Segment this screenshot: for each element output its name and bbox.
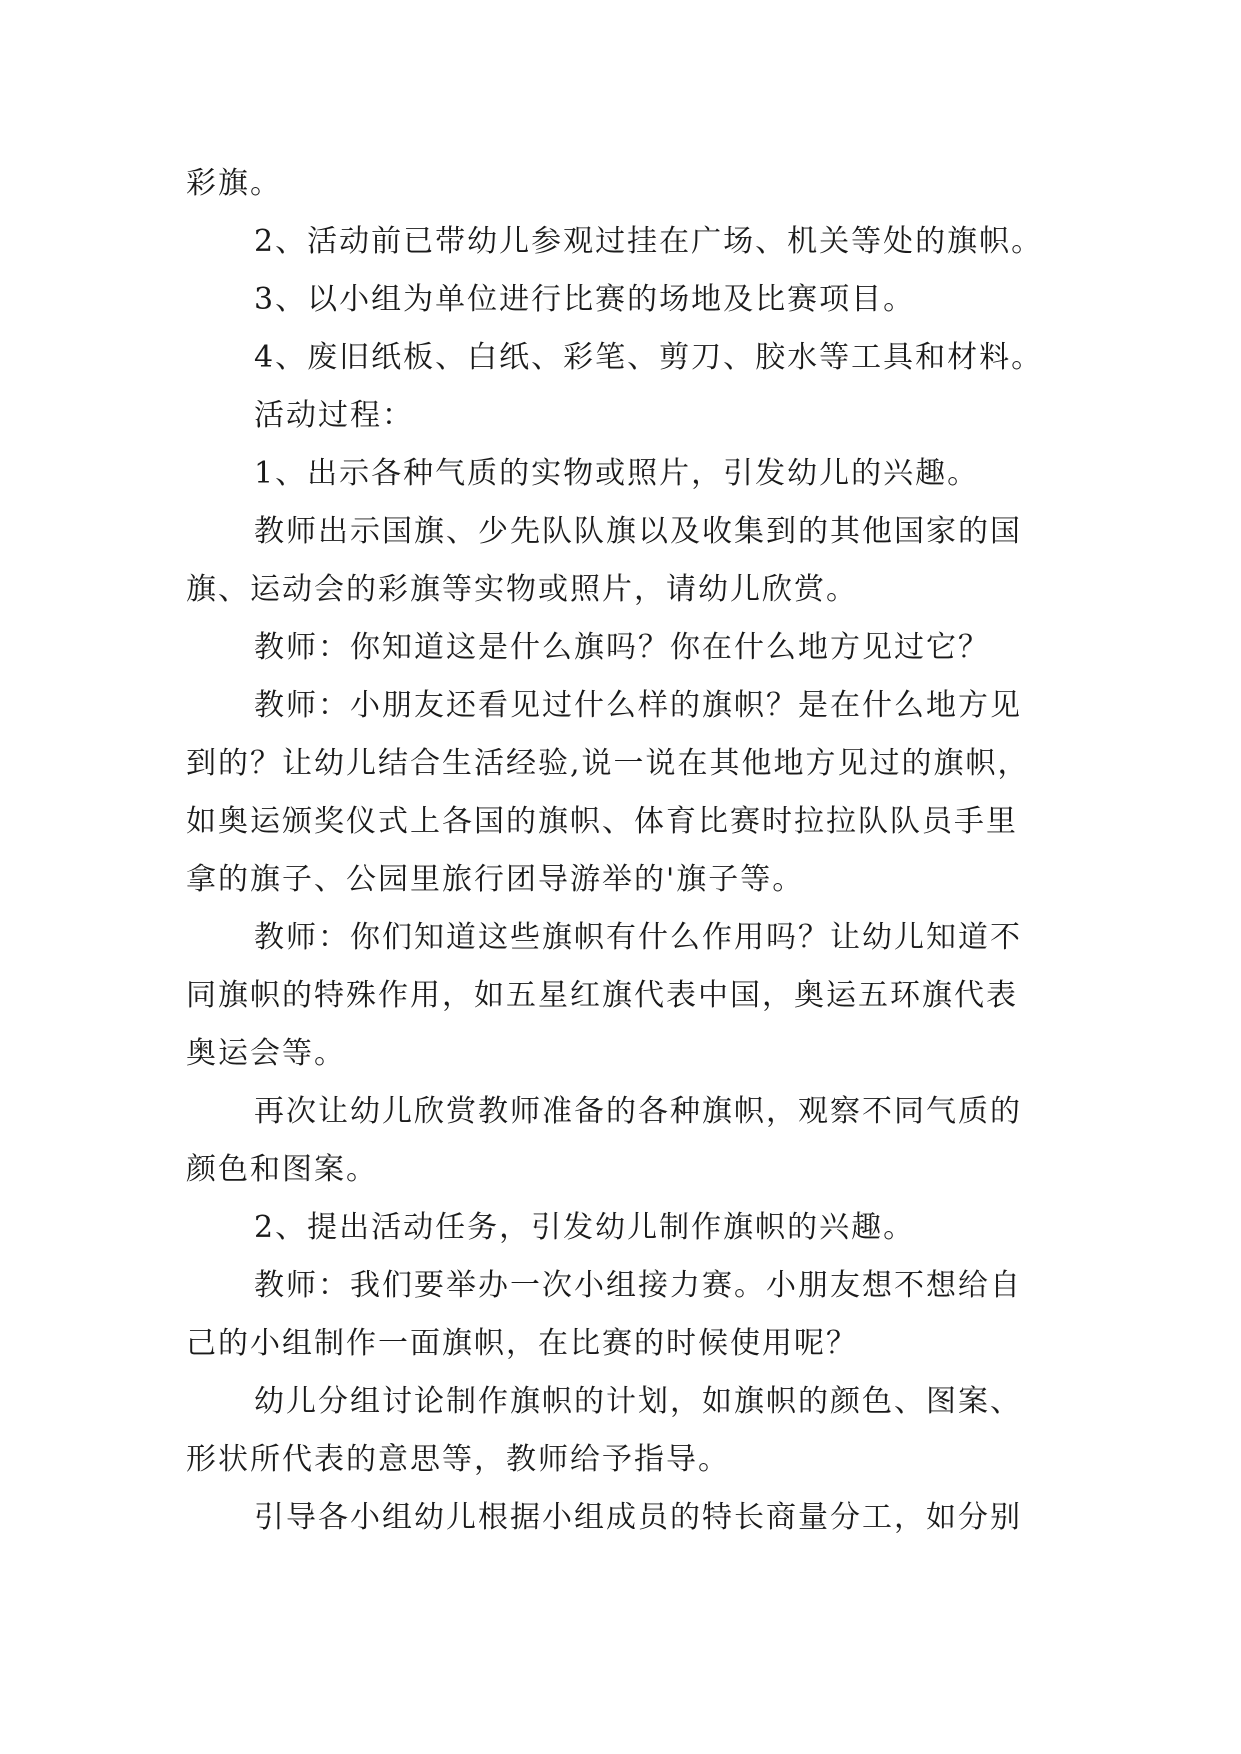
text-line: 旗、运动会的彩旗等实物或照片，请幼儿欣赏。 [186,572,858,607]
text-line: 3、以小组为单位进行比赛的场地及比赛项目。 [254,282,916,317]
text-line: 活动过程： [254,398,414,433]
text-line: 教师出示国旗、少先队队旗以及收集到的其他国家的国 [254,514,1022,549]
text-line: 2、提出活动任务，引发幼儿制作旗帜的兴趣。 [254,1210,916,1245]
text-line: 彩旗。 [186,166,282,201]
text-line: 拿的旗子、公园里旅行团导游举的'旗子等。 [186,862,805,897]
text-line: 形状所代表的意思等，教师给予指导。 [186,1442,730,1477]
text-line: 幼儿分组讨论制作旗帜的计划，如旗帜的颜色、图案、 [254,1384,1022,1419]
text-line: 己的小组制作一面旗帜，在比赛的时候使用呢？ [186,1326,858,1361]
text-line: 奥运会等。 [186,1036,346,1071]
text-line: 2、活动前已带幼儿参观过挂在广场、机关等处的旗帜。 [254,224,1044,259]
text-line: 教师：你们知道这些旗帜有什么作用吗？让幼儿知道不 [254,920,1022,955]
text-line: 到的？让幼儿结合生活经验,说一说在其他地方见过的旗帜， [186,746,1030,781]
text-line: 4、废旧纸板、白纸、彩笔、剪刀、胶水等工具和材料。 [254,340,1044,375]
text-line: 再次让幼儿欣赏教师准备的各种旗帜，观察不同气质的 [254,1094,1022,1129]
text-line: 教师：你知道这是什么旗吗？你在什么地方见过它？ [254,630,990,665]
text-line: 同旗帜的特殊作用，如五星红旗代表中国，奥运五环旗代表 [186,978,1018,1013]
document-body [186,155,1076,1547]
text-line: 1、出示各种气质的实物或照片，引发幼儿的兴趣。 [254,456,980,491]
text-line: 引导各小组幼儿根据小组成员的特长商量分工，如分别 [254,1500,1022,1535]
text-line: 教师：我们要举办一次小组接力赛。小朋友想不想给自 [254,1268,1022,1303]
text-line: 教师：小朋友还看见过什么样的旗帜？是在什么地方见 [254,688,1022,723]
text-line: 如奥运颁奖仪式上各国的旗帜、体育比赛时拉拉队队员手里 [186,804,1018,839]
text-line: 颜色和图案。 [186,1152,378,1187]
